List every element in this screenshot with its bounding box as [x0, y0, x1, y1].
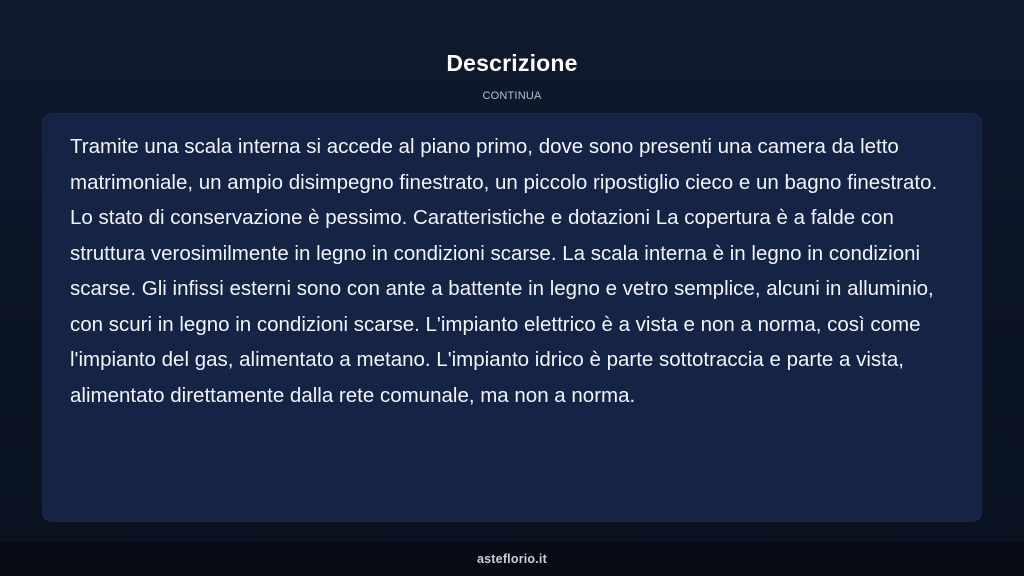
continue-link[interactable]: CONTINUA: [482, 90, 542, 102]
description-text: Tramite una scala interna si accede al piano primo, dove sono presenti una camera da letto matrimoniale, un ampio disimpegno finestrato, un piccolo ripostiglio cieco e un bagno finestrato. Lo stato di conservazione è pessimo. Caratteristiche e dotazioni La copertura è a falde con struttura verosimilmente in legno in condizioni scarse. La scala interna è in legno in condizioni scarse. Gli infissi esterni sono con ante a battente in legno e vetro semplice, alcuni in alluminio, con scuri in legno in condizioni scarse. L'impianto elettrico è a vista e non a norma, così come l'impianto del gas, alimentato a metano. L'impianto idrico è parte sottotraccia e parte a vista, alimentato direttamente dalla rete comunale, ma non a norma.: [70, 135, 938, 407]
footer-bar: [0, 542, 1024, 576]
footer-site-label: asteflorio.it: [477, 552, 547, 566]
description-card: [42, 113, 982, 522]
page-title: Descrizione: [446, 50, 578, 76]
